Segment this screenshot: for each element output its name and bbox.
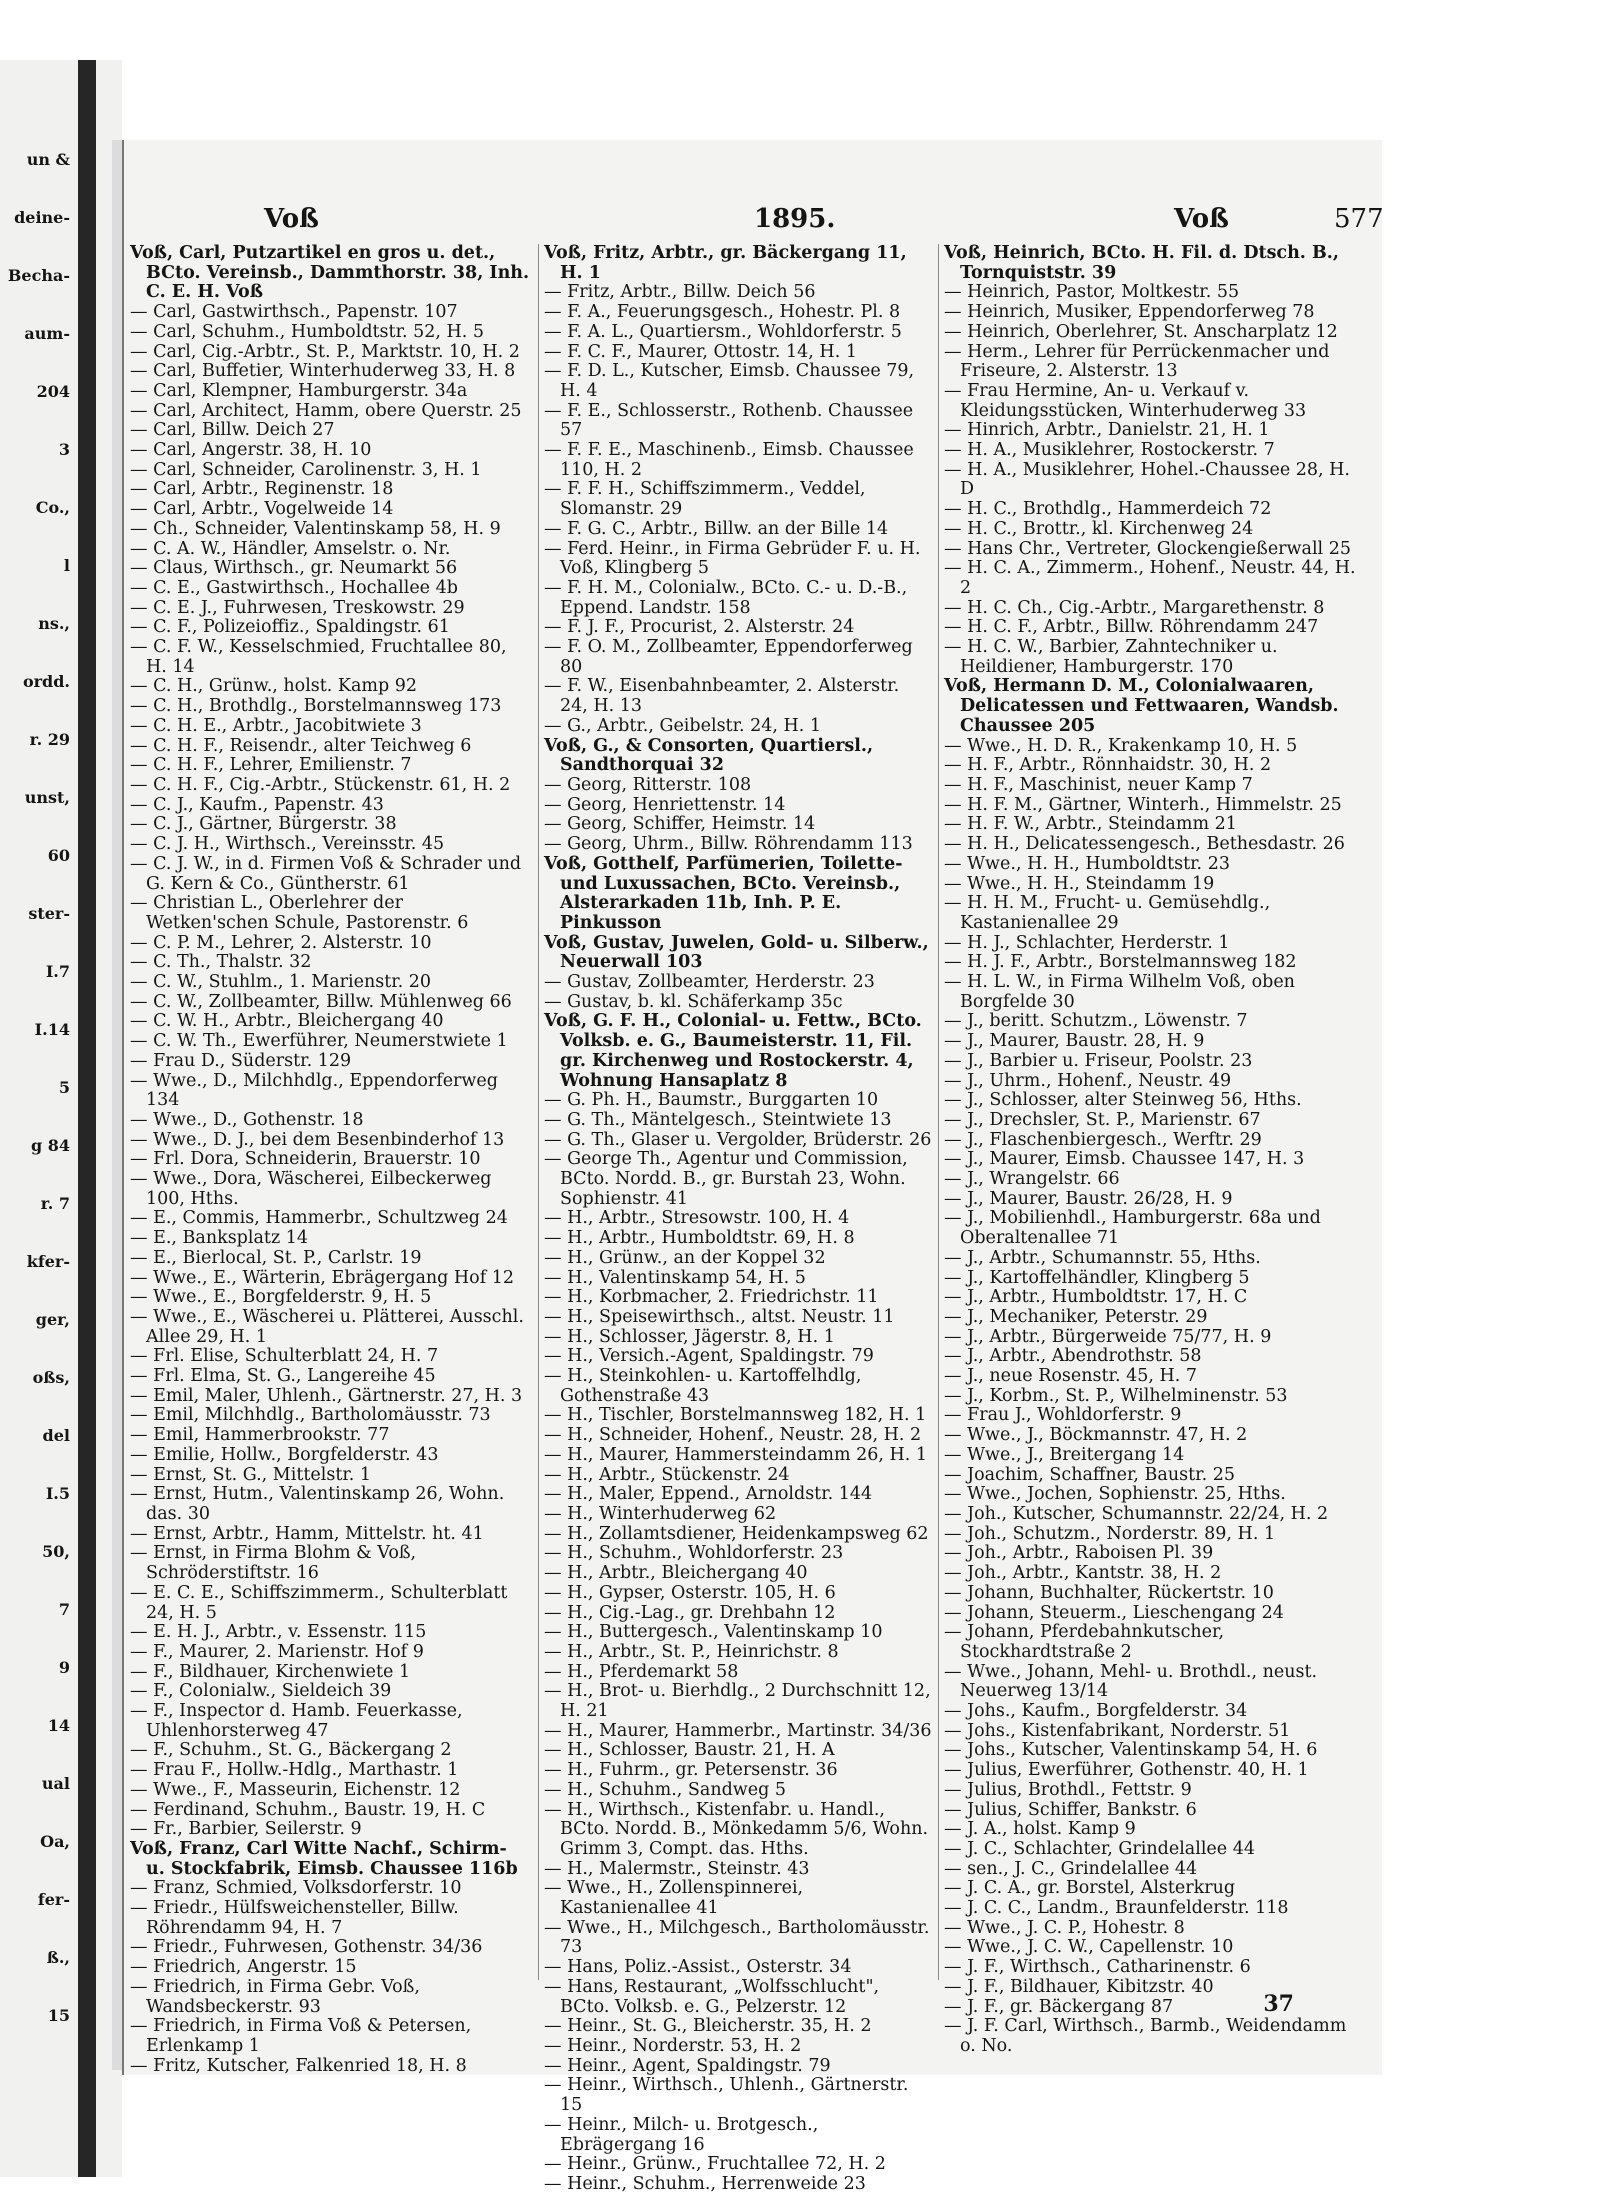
previous-page-fragment: Becha- xyxy=(7,266,70,285)
previous-page-fragment: g 84 xyxy=(30,1136,70,1155)
directory-entry: — J., Arbtr., Bürgerweide 75/77, H. 9 xyxy=(944,1326,1272,1347)
directory-entry: — C. J., Gärtner, Bürgerstr. 38 xyxy=(130,814,397,835)
directory-entry: — C. E. J., Fuhrwesen, Treskowstr. 29 xyxy=(130,597,465,618)
directory-entry: Voß, Franz, Carl Witte Nachf., Schirm- u. Stockfabrik, Eimsb. Chaussee 116b xyxy=(130,1838,518,1879)
directory-entry: — H. C., Brothdlg., Hammerdeich 72 xyxy=(944,499,1272,520)
previous-page-fragment: r. 29 xyxy=(29,730,70,749)
directory-entry: — Wwe., D., Milchhdlg., Eppendorferweg 134 xyxy=(130,1070,498,1111)
directory-entry: — J., Mobilienhdl., Hamburgerstr. 68a und Oberaltenallee 71 xyxy=(944,1208,1321,1249)
directory-entry: Voß, Gotthelf, Parfümerien, Toilette- und Luxussachen, BCto. Vereinsb., Alsterarkaden 11b, Inh. P. E. Pinkusson xyxy=(544,853,903,933)
directory-entry: — C. J. H., Wirthsch., Vereinsstr. 45 xyxy=(130,834,445,855)
running-head-left: Voß xyxy=(264,204,319,234)
directory-entry: — Joh., Schutzm., Norderstr. 89, H. 1 xyxy=(944,1523,1276,1544)
directory-entry: — Ch., Schneider, Valentinskamp 58, H. 9 xyxy=(130,518,501,539)
directory-entry: — J., Maurer, Baustr. 26/28, H. 9 xyxy=(944,1188,1233,1209)
directory-entry: — Gustav, Zollbeamter, Herderstr. 23 xyxy=(544,972,875,993)
directory-entry: — H. F. M., Gärtner, Winterh., Himmelstr. 25 xyxy=(944,794,1342,815)
directory-entry: — E. C. E., Schiffszimmerm., Schulterblatt 24, H. 5 xyxy=(130,1582,508,1623)
directory-entry: — Frau F., Hollw.-Hdlg., Marthastr. 1 xyxy=(130,1760,459,1781)
directory-entry: — H. F., Maschinist, neuer Kamp 7 xyxy=(944,774,1253,795)
directory-entry: — Ernst, Hutm., Valentinskamp 26, Wohn. das. 30 xyxy=(130,1484,505,1524)
directory-entry: — E., Bierlocal, St. P., Carlstr. 19 xyxy=(130,1247,422,1268)
previous-page-fragment: 7 xyxy=(58,1600,70,1619)
directory-entry: — Hans, Restaurant, „Wolfsschlucht", BCto. Volksb. e. G., Pelzerstr. 12 xyxy=(544,1976,880,2017)
previous-page-fragment: 3 xyxy=(58,440,70,459)
directory-entry: — H. C. W., Barbier, Zahntechniker u. Heildiener, Hamburgerstr. 170 xyxy=(944,637,1278,677)
directory-entry: — Heinrich, Pastor, Moltkestr. 55 xyxy=(944,282,1240,303)
directory-entry: Voß, Heinrich, BCto. H. Fil. d. Dtsch. B., Tornquiststr. 39 xyxy=(944,243,1339,283)
directory-entry: — Joh., Arbtr., Kantstr. 38, H. 2 xyxy=(944,1563,1222,1584)
directory-entry: — Frl. Dora, Schneiderin, Brauerstr. 10 xyxy=(130,1149,481,1170)
running-head-year: 1895. xyxy=(754,204,836,234)
directory-entry: — J. F., Wirthsch., Catharinenstr. 6 xyxy=(944,1957,1251,1978)
directory-entry: — H. J. F., Arbtr., Borstelmannsweg 182 xyxy=(944,952,1297,973)
directory-entry: — C. H., Grünw., holst. Kamp 92 xyxy=(130,676,418,697)
directory-entry: — C. W., Stuhlm., 1. Marienstr. 20 xyxy=(130,972,432,993)
directory-entry: — Hans, Poliz.-Assist., Osterstr. 34 xyxy=(544,1957,852,1978)
directory-entry: — C. F. W., Kesselschmied, Fruchtallee 80, H. 14 xyxy=(130,637,507,677)
directory-entry: — H. H., Delicatessengesch., Bethesdastr. 26 xyxy=(944,834,1345,855)
directory-entry: — H., Maurer, Hammersteindamm 26, H. 1 xyxy=(544,1444,928,1465)
directory-entry: — Wwe., H. H., Steindamm 19 xyxy=(944,873,1215,894)
directory-entry: — F. W., Eisenbahnbeamter, 2. Alsterstr. 24, H. 13 xyxy=(544,676,900,717)
directory-entry: — H. C. A., Zimmerm., Hohenf., Neustr. 44, H. 2 xyxy=(944,558,1356,598)
directory-entry: — J., Wrangelstr. 66 xyxy=(944,1169,1120,1190)
column-divider xyxy=(938,244,939,1980)
previous-page-fragment: unst, xyxy=(24,788,70,807)
previous-page-fragment: deine- xyxy=(14,208,70,227)
directory-entry: — C. H. F., Lehrer, Emilienstr. 7 xyxy=(130,755,412,776)
previous-page-fragment: 50, xyxy=(42,1542,70,1561)
directory-entry: — Fritz, Arbtr., Billw. Deich 56 xyxy=(544,282,816,303)
directory-entry: — Wwe., H., Zollenspinnerei, Kastanienallee 41 xyxy=(544,1878,804,1919)
previous-page-fragment: r. 7 xyxy=(40,1194,70,1213)
directory-entry: — C. Th., Thalstr. 32 xyxy=(130,952,312,973)
page-number: 577 xyxy=(1334,204,1384,234)
directory-entry: — Johs., Kutscher, Valentinskamp 54, H. 6 xyxy=(944,1740,1318,1761)
directory-entry: — Ferdinand, Schuhm., Baustr. 19, H. C xyxy=(130,1799,486,1820)
directory-entry: — J. C. A., gr. Borstel, Alsterkrug xyxy=(944,1878,1236,1899)
directory-entry: — Carl, Architect, Hamm, obere Querstr. 25 xyxy=(130,400,522,421)
previous-page-fragment: 60 xyxy=(47,846,70,865)
directory-entry: — Carl, Buffetier, Winterhuderweg 33, H. 8 xyxy=(130,361,516,382)
directory-entry: — J., Kartoffelhändler, Klingberg 5 xyxy=(944,1267,1250,1288)
directory-entry: — Wwe., Dora, Wäscherei, Eilbeckerweg 100, Hths. xyxy=(130,1169,492,1209)
running-head-right: Voß xyxy=(1174,204,1229,234)
directory-entry: — Friedr., Fuhrwesen, Gothenstr. 34/36 xyxy=(130,1937,483,1958)
directory-entry: — Johann, Steuerm., Lieschengang 24 xyxy=(944,1602,1284,1623)
directory-entry: — Fr., Barbier, Seilerstr. 9 xyxy=(130,1819,362,1840)
directory-entry: — Joh., Kutscher, Schumannstr. 22/24, H. 2 xyxy=(944,1504,1329,1524)
directory-entry: — H. F. W., Arbtr., Steindamm 21 xyxy=(944,814,1237,835)
previous-page-fragment: aum- xyxy=(24,324,70,343)
directory-entry: — H. H. M., Frucht- u. Gemüsehdlg., Kastanienallee 29 xyxy=(944,893,1271,933)
directory-entry: — H., Maurer, Hammerbr., Martinstr. 34/36 xyxy=(544,1720,932,1741)
directory-entry: — Heinrich, Oberlehrer, St. Anscharplatz 12 xyxy=(944,321,1338,342)
directory-entry: — Carl, Billw. Deich 27 xyxy=(130,420,335,441)
directory-entry: — Wwe., Johann, Mehl- u. Brothdl., neust. Neuerweg 13/14 xyxy=(944,1661,1318,1702)
previous-page-edge xyxy=(0,60,122,2177)
directory-entry: — Carl, Schuhm., Humboldtstr. 52, H. 5 xyxy=(130,321,485,342)
directory-entry: — Friedrich, Angerstr. 15 xyxy=(130,1957,357,1978)
directory-entry: — Wwe., E., Borgfelderstr. 9, H. 5 xyxy=(130,1287,432,1308)
directory-entry: — G. Th., Mäntelgesch., Steintwiete 13 xyxy=(544,1109,892,1130)
binding-shadow xyxy=(78,60,96,2177)
directory-entry: — F. O. M., Zollbeamter, Eppendorferweg 80 xyxy=(544,637,913,677)
directory-entry: — H., Schuhm., Wohldorferstr. 23 xyxy=(544,1543,844,1564)
directory-entry: — J., Arbtr., Schumannstr. 55, Hths. xyxy=(944,1247,1261,1268)
directory-entry: — H., Maler, Eppend., Arnoldstr. 144 xyxy=(544,1484,873,1505)
previous-page-fragment: oßs, xyxy=(32,1368,70,1387)
directory-entry: — C. W., Zollbeamter, Billw. Mühlenweg 66 xyxy=(130,991,512,1012)
directory-entry: — Heinr., Schuhm., Herrenweide 23 xyxy=(544,2173,866,2194)
directory-entry: — J., Maurer, Eimsb. Chaussee 147, H. 3 xyxy=(944,1149,1305,1170)
previous-page-fragment: ual xyxy=(41,1774,70,1793)
directory-entry: — Ernst, in Firma Blohm & Voß, Schröderstiftstr. 16 xyxy=(130,1543,417,1584)
directory-entry: — Wwe., H. D. R., Krakenkamp 10, H. 5 xyxy=(944,735,1298,756)
directory-entry: — H., Tischler, Borstelmannsweg 182, H. 1 xyxy=(544,1405,927,1426)
directory-entry: — Wwe., J., Böckmannstr. 47, H. 2 xyxy=(944,1425,1248,1446)
directory-entry: — Carl, Arbtr., Reginenstr. 18 xyxy=(130,479,394,500)
directory-entry: Voß, Hermann D. M., Colonialwaaren, Delicatessen und Fettwaaren, Wandsb. Chaussee 205 xyxy=(944,676,1339,736)
directory-entry: — J., Barbier u. Friseur, Poolstr. 23 xyxy=(944,1050,1253,1071)
directory-entry: — Friedr., Hülfsweichensteller, Billw. Röhrendamm 94, H. 7 xyxy=(130,1898,459,1938)
directory-entry: — H., Pferdemarkt 58 xyxy=(544,1661,739,1682)
previous-page-fragment: l xyxy=(63,556,70,575)
directory-entry: — H., Arbtr., Stresowstr. 100, H. 4 xyxy=(544,1208,850,1229)
directory-entry: — Heinr., Grünw., Fruchtallee 72, H. 2 xyxy=(544,2154,886,2175)
previous-page-fragment: 9 xyxy=(58,1658,70,1677)
directory-entry: — Wwe., E., Wäscherei u. Plätterei, Ausschl. Allee 29, H. 1 xyxy=(130,1306,524,1347)
directory-entry: — Johann, Pferdebahnkutscher, Stockhardtstraße 2 xyxy=(944,1622,1225,1662)
directory-entry: — Christian L., Oberlehrer der Wetken'schen Schule, Pastorenstr. 6 xyxy=(130,893,469,933)
previous-page-fragment: I.7 xyxy=(45,962,70,981)
directory-entry: — Carl, Cig.-Arbtr., St. P., Marktstr. 10, H. 2 xyxy=(130,341,520,362)
directory-entry: — F. A. L., Quartiersm., Wohldorferstr. 5 xyxy=(544,321,902,342)
directory-entry: — J., Maurer, Baustr. 28, H. 9 xyxy=(944,1031,1205,1052)
directory-entry: — Wwe., F., Masseurin, Eichenstr. 12 xyxy=(130,1779,461,1800)
previous-page-fragment: 14 xyxy=(47,1716,70,1735)
directory-entry: — Joachim, Schaffner, Baustr. 25 xyxy=(944,1464,1235,1485)
directory-entry: — J., Arbtr., Humboldtstr. 17, H. C xyxy=(944,1287,1248,1308)
directory-entry: — Friedrich, in Firma Voß & Petersen, Erlenkamp 1 xyxy=(130,2016,472,2056)
directory-entry: — Johann, Buchhalter, Rückertstr. 10 xyxy=(944,1582,1274,1603)
directory-entry: — Ernst, Arbtr., Hamm, Mittelstr. ht. 41 xyxy=(130,1523,484,1544)
directory-entry: — H. A., Musiklehrer, Hohel.-Chaussee 28, H. D xyxy=(944,459,1350,500)
column-2 xyxy=(544,243,932,2194)
directory-entry: — H., Schuhm., Sandweg 5 xyxy=(544,1779,787,1800)
directory-entry: — J. C. C., Landm., Braunfelderstr. 118 xyxy=(944,1898,1289,1919)
previous-page-fragment: ordd. xyxy=(22,672,70,691)
directory-entry: — H., Grünw., an der Koppel 32 xyxy=(544,1247,826,1268)
previous-page-fragment: ger, xyxy=(35,1310,70,1329)
directory-entry: — Frl. Elma, St. G., Langereihe 45 xyxy=(130,1366,436,1387)
previous-page-fragment: fer- xyxy=(37,1890,70,1909)
directory-entry: — Carl, Gastwirthsch., Papenstr. 107 xyxy=(130,302,458,323)
directory-entry: — Emilie, Hollw., Borgfelderstr. 43 xyxy=(130,1444,439,1465)
directory-entry: — Hinrich, Arbtr., Danielstr. 21, H. 1 xyxy=(944,420,1270,441)
previous-page-fragment: ns., xyxy=(38,614,70,633)
directory-entry: — H. C. F., Arbtr., Billw. Röhrendamm 247 xyxy=(944,617,1319,638)
directory-entry: — Wwe., H., Milchgesch., Bartholomäusstr. 73 xyxy=(544,1917,930,1958)
directory-entry: — F. H. M., Colonialw., BCto. C.- u. D.-B., Eppend. Landstr. 158 xyxy=(544,577,908,618)
directory-entry: — H., Winterhuderweg 62 xyxy=(544,1504,777,1524)
directory-entry: — F. E., Schlosserstr., Rothenb. Chaussee 57 xyxy=(544,400,914,441)
directory-entry: — Franz, Schmied, Volksdorferstr. 10 xyxy=(130,1878,462,1899)
directory-entry: — H., Zollamtsdiener, Heidenkampsweg 62 xyxy=(544,1523,929,1544)
directory-entry: — F., Inspector d. Hamb. Feuerkasse, Uhlenhorsterweg 47 xyxy=(130,1701,463,1741)
directory-entry: — J., Schlosser, alter Steinweg 56, Hths. xyxy=(944,1090,1302,1111)
directory-entry: — Hans Chr., Vertreter, Glockengießerwall 25 xyxy=(944,538,1351,559)
directory-entry: — H., Malermstr., Steinstr. 43 xyxy=(544,1858,810,1879)
previous-page-fragment: I.5 xyxy=(45,1484,70,1503)
directory-entry: Voß, Fritz, Arbtr., gr. Bäckergang 11, H. 1 xyxy=(544,243,907,283)
previous-page-fragment: kfer- xyxy=(26,1252,70,1271)
directory-entry: — Julius, Schiffer, Bankstr. 6 xyxy=(944,1799,1197,1820)
directory-entry: — H., Buttergesch., Valentinskamp 10 xyxy=(544,1622,883,1643)
directory-entry: — Heinr., St. G., Bleicherstr. 35, H. 2 xyxy=(544,2016,872,2037)
directory-entry: — F. F. H., Schiffszimmerm., Veddel, Slomanstr. 29 xyxy=(544,479,866,520)
directory-entry: — J. C., Schlachter, Grindelallee 44 xyxy=(944,1838,1255,1859)
directory-entry: — Wwe., H. H., Humboldtstr. 23 xyxy=(944,853,1230,874)
directory-entry: — Georg, Henriettenstr. 14 xyxy=(544,794,786,815)
directory-entry: — Heinr., Norderstr. 53, H. 2 xyxy=(544,2035,802,2056)
directory-entry: — H., Arbtr., Bleichergang 40 xyxy=(544,1563,808,1584)
directory-entry: — Gustav, b. kl. Schäferkamp 35c xyxy=(544,991,843,1012)
directory-entry: — H., Korbmacher, 2. Friedrichstr. 11 xyxy=(544,1287,879,1308)
directory-entry: — C. H. E., Arbtr., Jacobitwiete 3 xyxy=(130,715,422,736)
directory-entry: — F., Schuhm., St. G., Bäckergang 2 xyxy=(130,1740,452,1761)
previous-page-fragment: 204 xyxy=(36,382,70,401)
column-divider xyxy=(538,244,539,1980)
previous-page-fragment: 5 xyxy=(58,1078,70,1097)
directory-entry: — F., Colonialw., Sieldeich 39 xyxy=(130,1681,392,1702)
directory-entry: — H. J., Schlachter, Herderstr. 1 xyxy=(944,932,1230,953)
directory-entry: — J., Flaschenbiergesch., Werftr. 29 xyxy=(944,1129,1262,1150)
directory-entry: — C. J. W., in d. Firmen Voß & Schrader und G. Kern & Co., Güntherstr. 61 xyxy=(130,853,522,894)
directory-entry: — H., Speisewirthsch., altst. Neustr. 11 xyxy=(544,1306,895,1327)
directory-entry: — C. J., Kaufm., Papenstr. 43 xyxy=(130,794,384,815)
directory-entry: — H. L. W., in Firma Wilhelm Voß, oben Borgfelde 30 xyxy=(944,972,1295,1012)
directory-entry: — E. H. J., Arbtr., v. Essenstr. 115 xyxy=(130,1622,427,1643)
directory-entry: — H., Versich.-Agent, Spaldingstr. 79 xyxy=(544,1346,874,1367)
directory-entry: — C. H., Brothdlg., Borstelmannsweg 173 xyxy=(130,696,502,717)
previous-page-fragment: 15 xyxy=(47,2006,70,2025)
directory-entry: Voß, Gustav, Juwelen, Gold- u. Silberw., Neuerwall 103 xyxy=(544,932,929,973)
directory-entry: — Carl, Schneider, Carolinenstr. 3, H. 1 xyxy=(130,459,482,480)
directory-entry: — H. C. Ch., Cig.-Arbtr., Margarethenstr. 8 xyxy=(944,597,1325,618)
directory-entry: — Emil, Maler, Uhlenh., Gärtnerstr. 27, H. 3 xyxy=(130,1385,523,1406)
directory-entry: — Carl, Angerstr. 38, H. 10 xyxy=(130,440,372,461)
directory-entry: — G., Arbtr., Geibelstr. 24, H. 1 xyxy=(544,715,822,736)
directory-entry: — F. J. F., Procurist, 2. Alsterstr. 24 xyxy=(544,617,855,638)
directory-entry: — H., Brot- u. Bierhdlg., 2 Durchschnitt 12, H. 21 xyxy=(544,1681,931,1722)
previous-page-fragment: un & xyxy=(26,150,70,169)
directory-entry: — Wwe., J., Breitergang 14 xyxy=(944,1444,1185,1465)
directory-entry: — J., Korbm., St. P., Wilhelminenstr. 53 xyxy=(944,1385,1288,1406)
signature-mark: 37 xyxy=(1263,1991,1294,2017)
previous-page-fragment: Co., xyxy=(35,498,70,517)
directory-entry: — George Th., Agentur und Commission, BCto. Nordd. B., gr. Burstah 23, Wohn. Sophienstr. 41 xyxy=(544,1149,908,1209)
directory-entry: — Frau D., Süderstr. 129 xyxy=(130,1050,352,1071)
directory-entry: — Carl, Klempner, Hamburgerstr. 34a xyxy=(130,380,468,401)
directory-entry: — H., Cig.-Lag., gr. Drehbahn 12 xyxy=(544,1602,836,1623)
directory-entry: — Frau J., Wohldorferstr. 9 xyxy=(944,1405,1182,1426)
previous-page-fragment: del xyxy=(42,1426,70,1445)
directory-entry: — C. W. Th., Ewerführer, Neumerstwiete 1 xyxy=(130,1031,508,1052)
directory-entry: — J. F., gr. Bäckergang 87 xyxy=(944,1996,1174,2017)
directory-entry: — Georg, Uhrm., Billw. Röhrendamm 113 xyxy=(544,834,913,855)
directory-entry: — Fritz, Kutscher, Falkenried 18, H. 8 xyxy=(130,2055,467,2076)
directory-entry: — F. D. L., Kutscher, Eimsb. Chaussee 79, H. 4 xyxy=(544,361,915,401)
directory-entry: — F., Maurer, 2. Marienstr. Hof 9 xyxy=(130,1641,424,1662)
directory-entry: — C. F., Polizeioffiz., Spaldingstr. 61 xyxy=(130,617,450,638)
directory-entry: — Wwe., J. C. W., Capellenstr. 10 xyxy=(944,1937,1234,1958)
directory-entry: — H., Valentinskamp 54, H. 5 xyxy=(544,1267,806,1288)
directory-entry: — Ferd. Heinr., in Firma Gebrüder F. u. H. Voß, Klingberg 5 xyxy=(544,538,921,579)
directory-entry: Voß, G., & Consorten, Quartiersl., Sandthorquai 32 xyxy=(544,735,874,776)
directory-entry: — E., Commis, Hammerbr., Schultzweg 24 xyxy=(130,1208,508,1229)
directory-entry: — J., neue Rosenstr. 45, H. 7 xyxy=(944,1366,1198,1387)
directory-entry: — C. E., Gastwirthsch., Hochallee 4b xyxy=(130,577,458,598)
directory-entry: — sen., J. C., Grindelallee 44 xyxy=(944,1858,1198,1879)
directory-entry: — H. F., Arbtr., Rönnhaidstr. 30, H. 2 xyxy=(944,755,1272,776)
directory-entry: — H., Arbtr., St. P., Heinrichstr. 8 xyxy=(544,1641,839,1662)
directory-entry: — H., Schlosser, Baustr. 21, H. A xyxy=(544,1740,835,1761)
directory-entry: — Johs., Kistenfabrikant, Norderstr. 51 xyxy=(944,1720,1291,1741)
directory-entry: — Heinr., Milch- u. Brotgesch., Ebrägergang 16 xyxy=(544,2114,819,2155)
previous-page-fragment: I.14 xyxy=(34,1020,70,1039)
directory-entry: — Heinrich, Musiker, Eppendorferweg 78 xyxy=(944,302,1315,323)
directory-entry: — G. Ph. H., Baumstr., Burggarten 10 xyxy=(544,1090,879,1111)
directory-entry: — J. F., Bildhauer, Kibitzstr. 40 xyxy=(944,1976,1214,1997)
column-1 xyxy=(130,243,530,2076)
previous-page-fragment: ß., xyxy=(46,1948,70,1967)
directory-entry: — Georg, Schiffer, Heimstr. 14 xyxy=(544,814,816,835)
directory-entry: — Carl, Arbtr., Vogelweide 14 xyxy=(130,499,394,520)
directory-entry: — Georg, Ritterstr. 108 xyxy=(544,774,752,795)
directory-entry: — Frl. Elise, Schulterblatt 24, H. 7 xyxy=(130,1346,439,1367)
directory-entry: — F., Bildhauer, Kirchenwiete 1 xyxy=(130,1661,411,1682)
directory-entry: — H., Arbtr., Stückenstr. 24 xyxy=(544,1464,790,1485)
directory-entry: — C. H. F., Cig.-Arbtr., Stückenstr. 61, H. 2 xyxy=(130,774,511,795)
directory-entry: — Herm., Lehrer für Perrückenmacher und Friseure, 2. Alsterstr. 13 xyxy=(944,341,1330,382)
directory-entry: Voß, G. F. H., Colonial- u. Fettw., BCto. Volksb. e. G., Baumeisterstr. 11, Fil. gr. Kirchenweg und Rostockerstr. 4, Wohnung Hansaplatz 8 xyxy=(544,1011,922,1091)
directory-entry: — H., Steinkohlen- u. Kartoffelhdlg, Gothenstraße 43 xyxy=(544,1366,862,1406)
directory-entry: — J., beritt. Schutzm., Löwenstr. 7 xyxy=(944,1011,1248,1032)
directory-entry: — H., Gypser, Osterstr. 105, H. 6 xyxy=(544,1582,836,1603)
directory-entry: — H., Schlosser, Jägerstr. 8, H. 1 xyxy=(544,1326,835,1347)
directory-entry: — Frau Hermine, An- u. Verkauf v. Kleidungsstücken, Winterhuderweg 33 xyxy=(944,380,1307,421)
directory-entry: — Emil, Milchhdlg., Bartholomäusstr. 73 xyxy=(130,1405,491,1426)
directory-entry: — E., Banksplatz 14 xyxy=(130,1228,308,1249)
directory-entry: — H., Schneider, Hohenf., Neustr. 28, H. 2 xyxy=(544,1425,922,1446)
directory-entry: — Johs., Kaufm., Borgfelderstr. 34 xyxy=(944,1701,1248,1722)
directory-entry: — F. G. C., Arbtr., Billw. an der Bille 14 xyxy=(544,518,889,539)
directory-entry: — J., Uhrm., Hohenf., Neustr. 49 xyxy=(944,1070,1232,1091)
directory-entry: — Wwe., E., Wärterin, Ebrägergang Hof 12 xyxy=(130,1267,515,1288)
directory-entry: — C. P. M., Lehrer, 2. Alsterstr. 10 xyxy=(130,932,432,953)
page-gutter xyxy=(112,140,122,2070)
directory-entry: — Friedrich, in Firma Gebr. Voß, Wandsbeckerstr. 93 xyxy=(130,1976,420,2017)
directory-page xyxy=(122,140,1384,2194)
directory-entry: — H., Wirthsch., Kistenfabr. u. Handl., BCto. Nordd. B., Mönkedamm 5/6, Wohn. Grimm 3, Compt. das. Hths. xyxy=(544,1799,929,1859)
directory-entry: — Joh., Arbtr., Raboisen Pl. 39 xyxy=(944,1543,1214,1564)
directory-entry: — Wwe., J. C. P., Hohestr. 8 xyxy=(944,1917,1185,1938)
directory-entry: — Heinr., Wirthsch., Uhlenh., Gärtnerstr. 15 xyxy=(544,2075,909,2116)
directory-entry: — H., Arbtr., Humboldtstr. 69, H. 8 xyxy=(544,1228,855,1249)
directory-entry: — H. A., Musiklehrer, Rostockerstr. 7 xyxy=(944,440,1275,461)
directory-entry: — Julius, Ewerführer, Gothenstr. 40, H. 1 xyxy=(944,1760,1309,1781)
directory-entry: — Julius, Brothdl., Fettstr. 9 xyxy=(944,1779,1192,1800)
directory-entry: — Claus, Wirthsch., gr. Neumarkt 56 xyxy=(130,558,458,579)
directory-entry: — J. A., holst. Kamp 9 xyxy=(944,1819,1136,1840)
previous-page-fragment: ster- xyxy=(28,904,70,923)
directory-entry: — J. F. Carl, Wirthsch., Barmb., Weidendamm o. No. xyxy=(944,2016,1347,2056)
directory-entry: — C. A. W., Händler, Amselstr. o. Nr. xyxy=(130,538,451,559)
directory-entry: — G. Th., Glaser u. Vergolder, Brüderstr. 26 xyxy=(544,1129,932,1150)
directory-entry: — Wwe., D., Gothenstr. 18 xyxy=(130,1109,364,1130)
directory-entry: — H., Fuhrm., gr. Petersenstr. 36 xyxy=(544,1760,838,1781)
directory-entry: — Ernst, St. G., Mittelstr. 1 xyxy=(130,1464,372,1485)
previous-page-fragment: Oa, xyxy=(40,1832,70,1851)
directory-entry: — Wwe., D. J., bei dem Besenbinderhof 13 xyxy=(130,1129,505,1150)
directory-entry: — J., Drechsler, St. P., Marienstr. 67 xyxy=(944,1109,1261,1130)
directory-entry: — F. C. F., Maurer, Ottostr. 14, H. 1 xyxy=(544,341,857,362)
directory-entry: — J., Mechaniker, Peterstr. 29 xyxy=(944,1306,1208,1327)
directory-entry: — J., Arbtr., Abendrothstr. 58 xyxy=(944,1346,1202,1367)
directory-entry: — H. C., Brottr., kl. Kirchenweg 24 xyxy=(944,518,1254,539)
directory-entry: — Emil, Hammerbrookstr. 77 xyxy=(130,1425,390,1446)
directory-entry: — F. F. E., Maschinenb., Eimsb. Chaussee 110, H. 2 xyxy=(544,440,914,480)
directory-entry: — F. A., Feuerungsgesch., Hohestr. Pl. 8 xyxy=(544,302,901,323)
directory-entry: — Wwe., Jochen, Sophienstr. 25, Hths. xyxy=(944,1484,1286,1505)
directory-entry: — C. W. H., Arbtr., Bleichergang 40 xyxy=(130,1011,444,1032)
directory-entry: Voß, Carl, Putzartikel en gros u. det., BCto. Vereinsb., Dammthorstr. 38, Inh. C. E. H. Voß xyxy=(130,243,530,303)
directory-entry: — Heinr., Agent, Spaldingstr. 79 xyxy=(544,2055,831,2076)
directory-entry: — C. H. F., Reisendr., alter Teichweg 6 xyxy=(130,735,472,756)
